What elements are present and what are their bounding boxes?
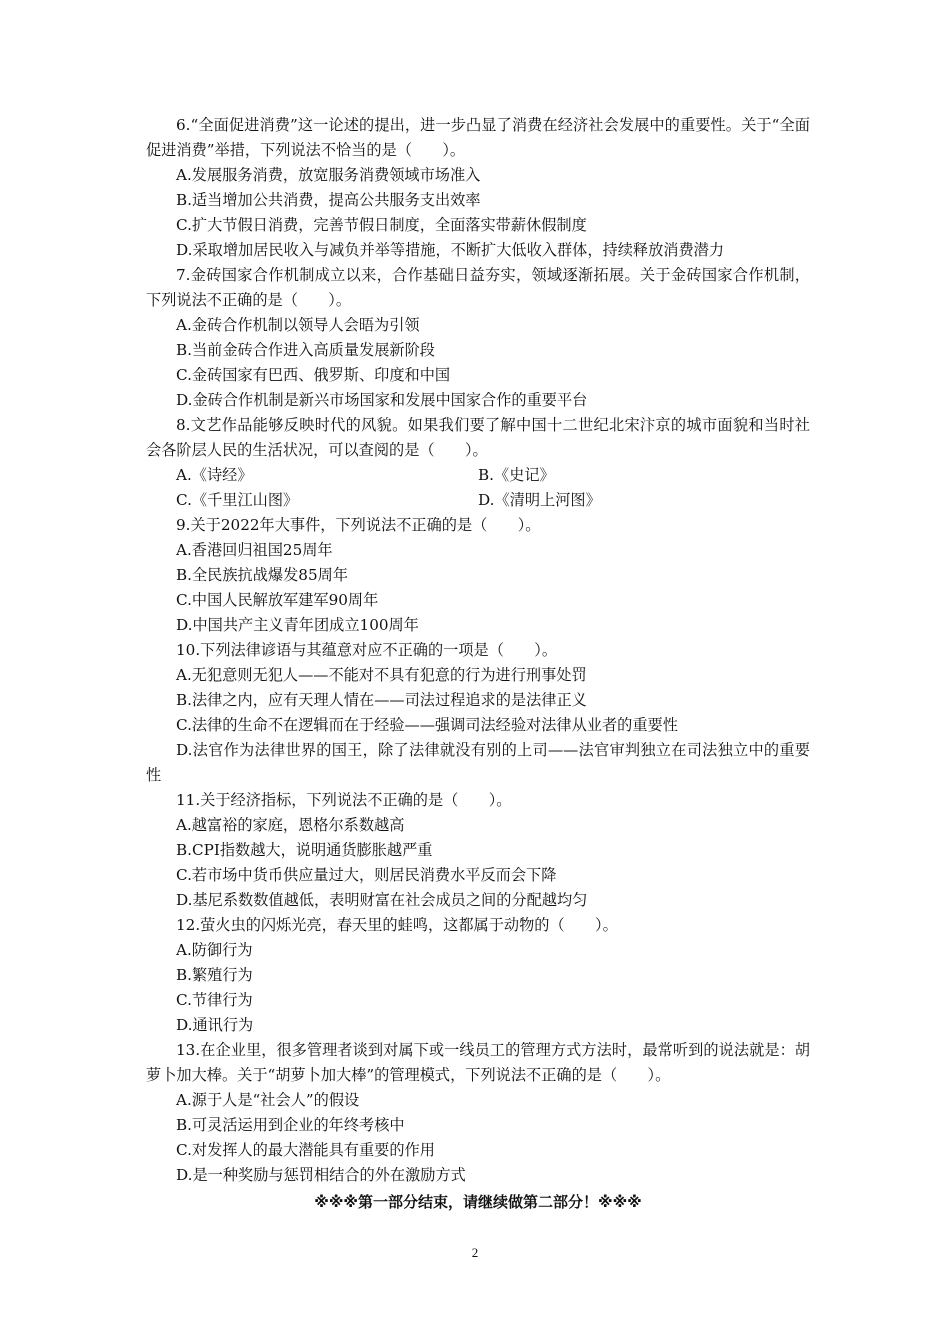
page-number: 2	[471, 1245, 479, 1260]
option-d: D.金砖合作机制是新兴市场国家和发展中国家合作的重要平台	[176, 391, 588, 409]
exam-page	[146, 113, 810, 1215]
option-b: B.繁殖行为	[176, 966, 253, 984]
option-a: A.香港回归祖国25周年	[176, 541, 333, 559]
question-11	[146, 788, 810, 913]
question-7	[146, 263, 810, 413]
question-stem: 12.萤火虫的闪烁光亮，春天里的蛙鸣，这都属于动物的（ ）。	[176, 916, 618, 934]
section-end-note: ※※※第一部分结束，请继续做第二部分！※※※	[314, 1193, 642, 1211]
option-d: D.基尼系数数值越低，表明财富在社会成员之间的分配越均匀	[176, 891, 588, 909]
option-c: C.金砖国家有巴西、俄罗斯、印度和中国	[176, 366, 451, 384]
question-stem: 11.关于经济指标，下列说法不正确的是（ ）。	[176, 791, 512, 809]
question-stem: 13.在企业里，很多管理者谈到对属下或一线员工的管理方式方法时，最常听到的说法就是：胡萝卜加大棒。关于“胡萝卜加大棒”的管理模式，下列说法不正确的是（ ）。	[146, 1041, 810, 1084]
option-d: D.《清明上河图》	[478, 491, 601, 509]
option-c: C.节律行为	[176, 991, 253, 1009]
question-stem: 10.下列法律谚语与其蕴意对应不正确的一项是（ ）。	[176, 641, 558, 659]
question-12	[146, 913, 810, 1038]
question-stem: 7.金砖国家合作机制成立以来，合作基础日益夯实，领域逐渐拓展。关于金砖国家合作机制，下列说法不正确的是（ ）。	[146, 266, 810, 309]
option-c: C.《千里江山图》	[176, 491, 299, 509]
option-a: A.防御行为	[176, 941, 253, 959]
option-c: C.法律的生命不在逻辑而在于经验——强调司法经验对法律从业者的重要性	[176, 716, 678, 734]
option-b: B.适当增加公共消费，提高公共服务支出效率	[176, 191, 481, 209]
option-c: C.扩大节假日消费，完善节假日制度，全面落实带薪休假制度	[176, 216, 587, 234]
option-c: C.若市场中货币供应量过大，则居民消费水平反而会下降	[176, 866, 557, 884]
option-b: B.CPI指数越大，说明通货膨胀越严重	[176, 841, 433, 859]
option-b: B.可灵活运用到企业的年终考核中	[176, 1116, 405, 1134]
question-6	[146, 113, 810, 263]
option-a: A.发展服务消费，放宽服务消费领域市场准入	[176, 166, 481, 184]
option-b: B.《史记》	[478, 466, 555, 484]
option-d: D.法官作为法律世界的国王，除了法律就没有别的上司——法官审判独立在司法独立中的重要性	[146, 741, 810, 784]
option-c: C.对发挥人的最大潜能具有重要的作用	[176, 1141, 435, 1159]
question-10	[146, 638, 810, 788]
question-8	[146, 413, 810, 513]
option-a: A.无犯意则无犯人——不能对不具有犯意的行为进行刑事处罚	[176, 666, 587, 684]
option-d: D.中国共产主义青年团成立100周年	[176, 616, 419, 634]
option-b: B.当前金砖合作进入高质量发展新阶段	[176, 341, 435, 359]
question-stem: 9.关于2022年大事件，下列说法不正确的是（ ）。	[176, 516, 541, 534]
option-c: C.中国人民解放军建军90周年	[176, 591, 379, 609]
question-13	[146, 1038, 810, 1188]
option-a: A.源于人是“社会人”的假设	[176, 1091, 360, 1109]
option-row	[146, 463, 810, 488]
option-b: B.全民族抗战爆发85周年	[176, 566, 349, 584]
option-a: A.《诗经》	[176, 466, 253, 484]
question-9	[146, 513, 810, 638]
question-stem: 6.“全面促进消费”这一论述的提出，进一步凸显了消费在经济社会发展中的重要性。关于“全面促进消费”举措，下列说法不恰当的是（ ）。	[146, 116, 810, 159]
option-d: D.通讯行为	[176, 1016, 254, 1034]
option-d: D.是一种奖励与惩罚相结合的外在激励方式	[176, 1166, 466, 1184]
option-b: B.法律之内，应有天理人情在——司法过程追求的是法律正义	[176, 691, 587, 709]
option-a: A.金砖合作机制以领导人会晤为引领	[176, 316, 420, 334]
option-d: D.采取增加居民收入与减负并举等措施，不断扩大低收入群体，持续释放消费潜力	[176, 241, 725, 259]
question-stem: 8.文艺作品能够反映时代的风貌。如果我们要了解中国十二世纪北宋汴京的城市面貌和当时社会各阶层人民的生活状况，可以查阅的是（ ）。	[146, 416, 810, 459]
option-row	[146, 488, 810, 513]
option-a: A.越富裕的家庭，恩格尔系数越高	[176, 816, 405, 834]
